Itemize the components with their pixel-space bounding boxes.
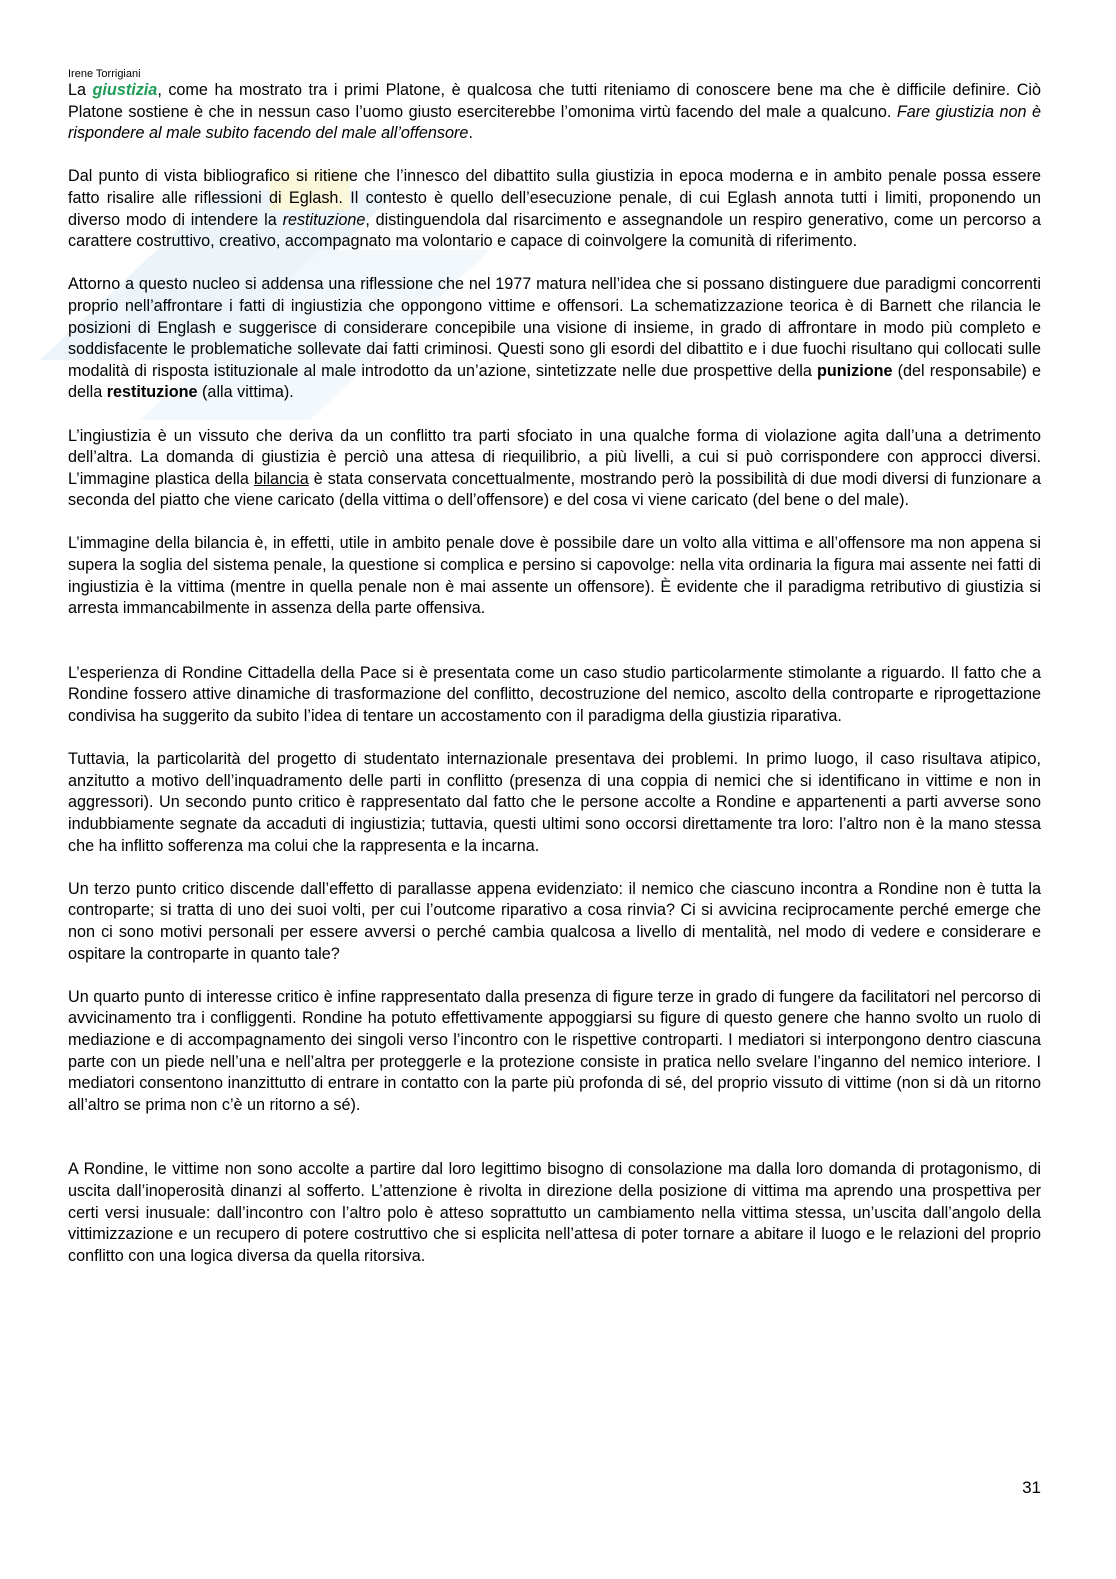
paragraph-1-emphasis: Fare giustizia non è rispondere al male subito facendo del male all’offensore [68, 102, 1041, 143]
paragraph-1-text-c: . [468, 124, 473, 143]
underlined-bilancia: bilancia [253, 469, 309, 488]
paragraph-1-text-b: , come ha mostrato tra i primi Platone, è qualcosa che tutti riteniamo di conoscere bene ma che è difficile definire. Ciò Platone sostiene è che in nessun caso l’uomo giusto eserciterebbe l’omonima virtù facendo del male a qualcuno. [68, 81, 1041, 121]
paragraph-2-text-a: Dal punto di vista bibliografico si ritiene che l’innesco del dibattito sulla giustizia in epoca moderna e in ambito penale possa essere fatto risalire alle riflessioni di Eglash. Il contesto è quello dell’esecuzione penale, di cui Eglash annota tutti i limiti, proponendo un diverso modo di intendere la [68, 167, 1041, 229]
paragraph-3 [68, 274, 1041, 404]
bold-restituzione: restituzione [106, 383, 198, 402]
paragraph-8: Un terzo punto critico discende dall’effetto di parallasse appena evidenziato: il nemico che ciascuno incontra a Rondine non è tutta la controparte; si tratta di uno dei suoi volti, per cui l’outcome riparativo a cosa rinvia? Ci si avvicina reciprocamente perché emerge che non ci sono motivi personali per essere avversi o perché cambia qualcosa a livello di mentalità, nel modo di vedere e considerare e ospitare la controparte in quanto tale? [68, 879, 1041, 963]
paragraph-2-text-b: , distinguendola dal risarcimento e assegnandole un respiro generativo, come un percorso a carattere costruttivo, creativo, accompagnato ma volontario e capace di coinvolgere la comunità di riferimento. [68, 210, 1041, 251]
paragraph-1 [68, 80, 1041, 145]
paragraph-3-text-a: Attorno a questo nucleo si addensa una riflessione che nel 1977 matura nell’idea che si possano distinguere due paradigmi concorrenti proprio nell’affrontare i fatti di ingiustizia che oppongono vittime e offensori. La schematizzazione teorica è di Barnett che rilancia le posizioni di Englash e suggerisce di considerare concepibile una visione di insieme, in grado di affrontare in modo più completo e soddisfacente le problematiche sollevate dai fatti criminosi. Questi sono gli esordi del dibattito e i due fuochi risultano qui collocati sulle modalità di risposta istituzionale al male introdotto da un’azione, sintetizzate nelle due prospettive della [68, 275, 1041, 380]
paragraph-4-text-a: L’ingiustizia è un vissuto che deriva da un conflitto tra parti sfociato in una qualche forma di violazione agita dall’una a detrimento dell’altra. La domanda di giustizia è perciò una attesa di riequilibrio, a più livelli, a cui si può corrispondere con approcci diversi. L’immagine plastica della [68, 426, 1041, 488]
bold-punizione: punizione [817, 361, 893, 380]
author-name: Irene Torrigiani [68, 68, 141, 80]
paragraph-6: L’esperienza di Rondine Cittadella della Pace si è presentata come un caso studio particolarmente stimolante a riguardo. Il fatto che a Rondine fossero attive dinamiche di trasformazione del conflitto, decostruzione del nemico, ascolto della controparte e riprogettazione condivisa ha suggerito da subito l’idea di tentare un accostamento con il paradigma della giustizia riparativa. [68, 663, 1041, 726]
paragraph-5: L’immagine della bilancia è, in effetti, utile in ambito penale dove è possibile dare un volto alla vittima e all’offensore ma non appena si supera la soglia del sistema penale, la questione si complica e persino si capovolge: nella vita ordinaria la figura mai assente nei fatti di ingiustizia è la vittima (mentre in quella penale non è mai assente un offensore). È evidente che il paradigma retributivo di giustizia si arresta immancabilmente in assenza della parte offensiva. [68, 534, 1041, 618]
paragraph-2-emphasis: restituzione [282, 210, 366, 229]
document-body [68, 80, 1041, 1289]
paragraph-10: A Rondine, le vittime non sono accolte a partire dal loro legittimo bisogno di consolazione ma dalla loro domanda di protagonismo, di uscita dall’inoperosità dinanzi al sofferto. L’attenzione è rivolta in direzione della posizione di vittima ma aprendo una prospettiva per certi versi inusuale: dall’incontro con l’altro polo è atteso soprattutto un cambiamento nella vittima stessa, un’uscita dall’angolo della vittimizzazione e un recupero di potere costruttivo che si esplicita nell’attesa di poter tornare a abitare il luogo e le relazioni del proprio conflitto con una logica diversa da quella ritorsiva. [68, 1160, 1041, 1265]
paragraph-1-text-a: La [68, 81, 93, 99]
paragraph-3-text-b: (del responsabile) e della [68, 361, 1042, 402]
paragraph-7: Tuttavia, la particolarità del progetto di studentato internazionale presentava dei problemi. In primo luogo, il caso risultava atipico, anzitutto a motivo dell’inquadramento delle parti in conflitto (presenza di una coppia di nemici che si identificano in vittime e non in aggressori). Un secondo punto critico è rappresentato dal fatto che le persone accolte a Rondine e appartenenti a parti avverse sono indubbiamente segnate da accaduti di ingiustizia; tuttavia, questi ultimi sono occorsi direttamente tra loro: l’altro non è la mano stessa che ha inflitto sofferenza ma colui che la rappresenta e la incarna. [68, 750, 1041, 855]
keyword-giustizia: giustizia [92, 81, 158, 99]
page-number: 31 [1022, 1478, 1041, 1497]
paragraph-9: Un quarto punto di interesse critico è infine rappresentato dalla presenza di figure terze in grado di fungere da facilitatori nel percorso di avvicinamento tra i confliggenti. Rondine ha potuto effettivamente appoggiarsi su figure di questo genere che hanno svolto un ruolo di mediazione e di accompagnamento dei singoli verso l’incontro con le rispettive controparti. I mediatori si interpongono dentro ciascuna parte con un piede nell’una e nell’altra per proteggerle e la protezione consiste in pratica nello svelare l’inganno del nemico interiore. I mediatori consentono inanzittutto di entrare in contatto con la parte più profonda di sé, del proprio vissuto di vittime (non si dà un ritorno all’altro se prima non c’è un ritorno a sé). [68, 987, 1041, 1114]
paragraph-4 [68, 426, 1041, 512]
paragraph-2 [68, 166, 1041, 252]
paragraph-4-text-b: è stata conservata concettualmente, mostrando però la possibilità di due modi diversi di funzionare a seconda del piatto che viene caricato (della vittima o dell’offensore) e del cosa vi viene caricato (del bene o del male). [68, 469, 1041, 510]
paragraph-3-text-c: (alla vittima). [197, 383, 294, 402]
